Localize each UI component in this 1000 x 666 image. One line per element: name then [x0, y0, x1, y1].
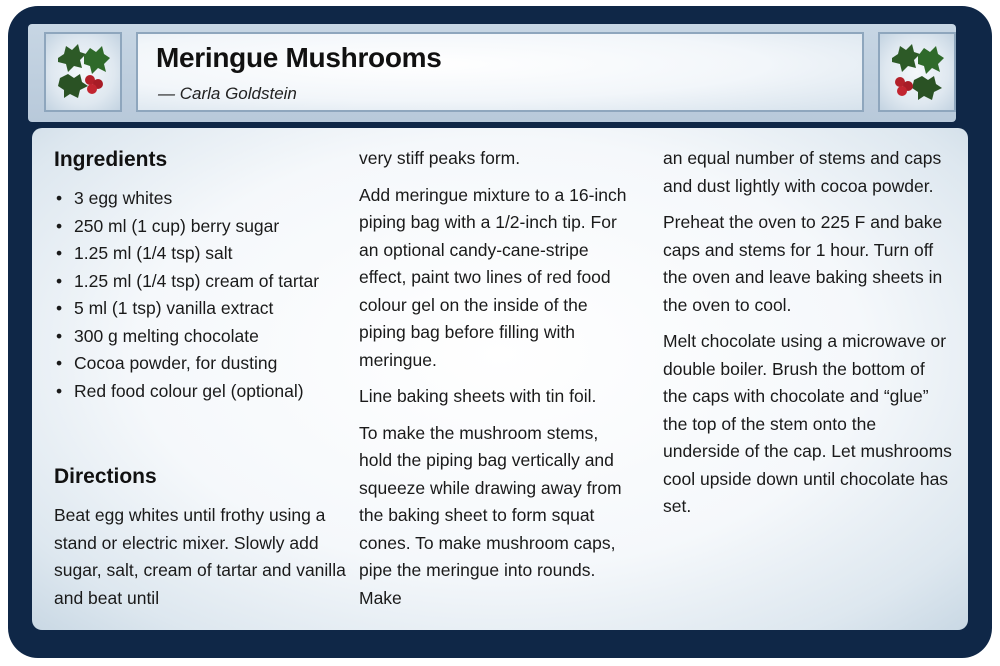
recipe-title: Meringue Mushrooms: [156, 42, 442, 73]
directions-heading: Directions: [54, 465, 157, 488]
directions-paragraph: To make the mushroom stems, hold the piping bag vertically and squeeze while drawing away from the baking sheet to form squat cones. To make mushroom caps, pipe the meringue into rounds. Make: [359, 422, 622, 608]
list-item: • 1.25 ml (1/4 tsp) salt: [54, 240, 346, 268]
holly-icon: [878, 32, 956, 112]
recipe-author: — Carla Goldstein: [158, 84, 297, 103]
ingredients-list: [54, 185, 346, 405]
directions-paragraph: Preheat the oven to 225 F and bake caps and stems for 1 hour. Turn off the oven and leave baking sheets in the oven to cool.: [663, 212, 943, 315]
list-item: • 250 ml (1 cup) berry sugar: [54, 213, 346, 241]
directions-paragraph: Add meringue mixture to a 16-inch piping bag with a 1/2-inch tip. For an optional candy-cane-stripe effect, paint two lines of red food colour gel on the inside of the piping bag before filling with meringue.: [359, 184, 627, 370]
recipe-body: [32, 128, 968, 630]
directions-paragraph: Beat egg whites until frothy using a stand or electric mixer. Slowly add sugar, salt, cream of tartar and vanilla and beat until: [54, 505, 346, 608]
directions-paragraph: Line baking sheets with tin foil.: [359, 386, 597, 406]
list-item: • Cocoa powder, for dusting: [54, 350, 346, 378]
list-item: • 300 g melting chocolate: [54, 323, 346, 351]
list-item: • 3 egg whites: [54, 185, 346, 213]
holly-icon: [44, 32, 122, 112]
directions-paragraph: an equal number of stems and caps and dust lightly with cocoa powder.: [663, 148, 942, 196]
directions-paragraph: Melt chocolate using a microwave or double boiler. Brush the bottom of the caps with chocolate and “glue” the top of the stem onto the underside of the cap. Let mushrooms cool upside down until chocolate has set.: [663, 331, 952, 516]
list-item: • Red food colour gel (optional): [54, 378, 346, 406]
ingredients-heading: Ingredients: [54, 148, 168, 171]
list-item: • 1.25 ml (1/4 tsp) cream of tartar: [54, 268, 346, 296]
list-item: • 5 ml (1 tsp) vanilla extract: [54, 295, 346, 323]
title-box: [136, 32, 864, 112]
directions-paragraph: very stiff peaks form.: [359, 148, 521, 168]
